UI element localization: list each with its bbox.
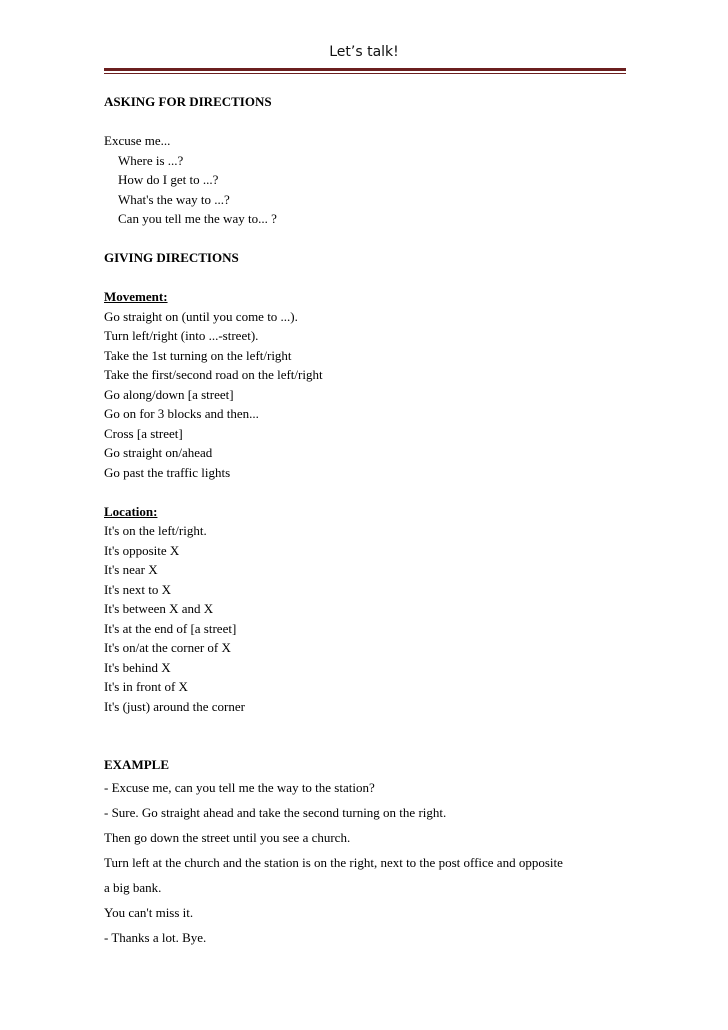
- movement-item: Go straight on (until you come to ...).: [104, 308, 298, 324]
- movement-item: Go along/down [a street]: [104, 386, 234, 402]
- movement-item: Turn left/right (into ...-street).: [104, 328, 259, 343]
- movement-item: Cross [a street]: [104, 425, 183, 441]
- location-item: It's on the left/right.: [104, 523, 207, 538]
- header-divider-thin: [104, 73, 626, 74]
- movement-item: Go straight on/ahead: [104, 445, 213, 460]
- asking-item: What's the way to ...?: [118, 191, 230, 207]
- movement-item: Go on for 3 blocks and then...: [104, 406, 259, 421]
- section-heading-asking: ASKING FOR DIRECTIONS: [104, 94, 272, 109]
- location-item: It's behind X: [104, 659, 171, 675]
- example-line: - Thanks a lot. Bye.: [104, 929, 207, 945]
- example-line: You can't miss it.: [104, 904, 194, 920]
- location-block: [104, 502, 634, 717]
- location-item: It's in front of X: [104, 679, 188, 694]
- movement-item: Take the first/second road on the left/right: [104, 367, 323, 382]
- page-header-title: Let’s talk!: [329, 44, 399, 60]
- location-item: It's opposite X: [104, 542, 180, 558]
- example-line: a big bank.: [104, 879, 162, 895]
- asking-intro: Excuse me...: [104, 133, 171, 148]
- spacer: [104, 268, 634, 288]
- example-line: Then go down the street until you see a church.: [104, 829, 351, 845]
- location-item: It's next to X: [104, 581, 171, 597]
- section-asking: [104, 92, 634, 229]
- spacer: [104, 229, 634, 249]
- spacer: [104, 482, 634, 502]
- section-heading-example: EXAMPLE: [104, 757, 169, 772]
- spacer: [104, 716, 634, 755]
- location-item: It's on/at the corner of X: [104, 640, 231, 655]
- location-item: It's near X: [104, 562, 158, 577]
- location-item: It's at the end of [a street]: [104, 620, 237, 636]
- location-item: It's (just) around the corner: [104, 698, 245, 714]
- asking-item: Where is ...?: [118, 152, 184, 168]
- movement-item: Take the 1st turning on the left/right: [104, 347, 292, 363]
- movement-block: [104, 287, 634, 482]
- section-heading-giving: GIVING DIRECTIONS: [104, 250, 239, 265]
- example-line: Turn left at the church and the station is on the right, next to the post office and opposite: [104, 854, 563, 870]
- asking-item: Can you tell me the way to... ?: [118, 211, 277, 226]
- example-line: - Excuse me, can you tell me the way to the station?: [104, 779, 375, 795]
- header-divider-thick: [104, 68, 626, 71]
- spacer: [104, 112, 634, 132]
- movement-item: Go past the traffic lights: [104, 464, 231, 480]
- document-body: [104, 92, 634, 950]
- location-subheading: Location:: [104, 503, 158, 519]
- movement-subheading: Movement:: [104, 289, 168, 304]
- location-item: It's between X and X: [104, 601, 214, 616]
- section-example: [104, 755, 634, 950]
- section-giving: [104, 248, 634, 716]
- asking-item: How do I get to ...?: [118, 172, 219, 187]
- example-line: - Sure. Go straight ahead and take the second turning on the right.: [104, 804, 447, 820]
